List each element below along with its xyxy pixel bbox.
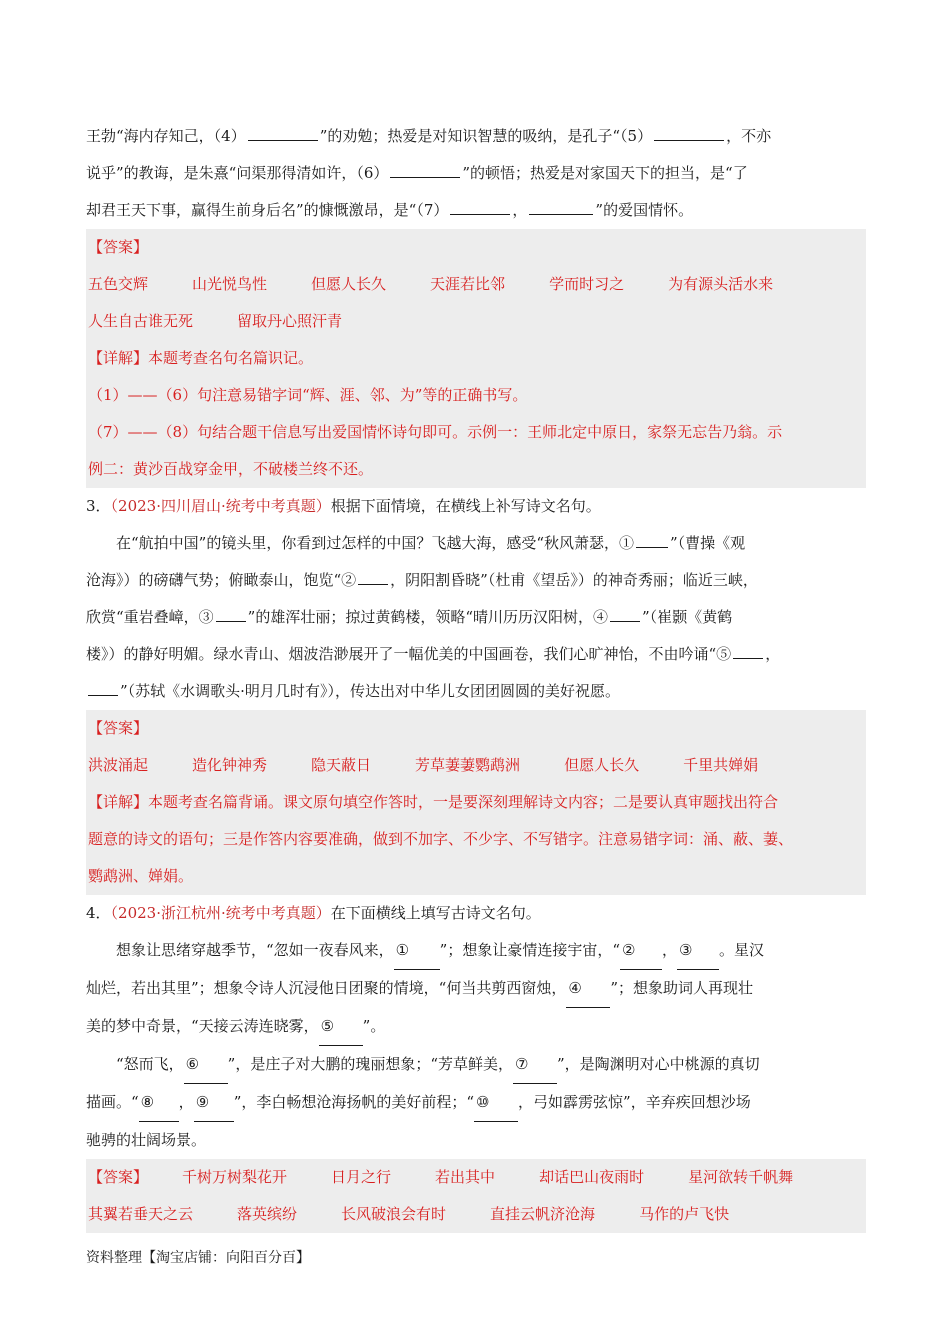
q4-answer-box xyxy=(86,1159,866,1233)
numbered-blank: ⑩ xyxy=(474,1084,518,1122)
answer-blank xyxy=(610,605,640,622)
detail-line: （1）——（6）句注意易错字词“辉、涯、邻、为”等的正确书写。 xyxy=(88,386,528,404)
answer-item: 其翼若垂天之云 xyxy=(88,1205,194,1223)
answer-blank xyxy=(390,161,460,178)
text: 灿烂，若出其里”；想象令诗人沉浸他日团聚的情境，“何当共剪西窗烛， xyxy=(86,979,567,997)
q3-line xyxy=(86,562,866,599)
numbered-blank: ① xyxy=(394,932,440,970)
text: 说乎”的教诲，是朱熹“问渠那得清如许，（6） xyxy=(86,164,389,182)
detail-label: 【详解】 xyxy=(88,349,149,367)
answer-blank xyxy=(529,198,593,215)
q3-line xyxy=(86,673,866,710)
answer-item: 但愿人长久 xyxy=(564,756,640,774)
q4-heading xyxy=(86,895,866,932)
q3-heading xyxy=(86,488,866,525)
numbered-blank: ⑥ xyxy=(184,1046,228,1084)
answer-item: 长风破浪会有时 xyxy=(341,1205,447,1223)
text: ”的雄浑壮丽；掠过黄鹤楼，领略“晴川历历汉阳树，④ xyxy=(247,608,609,626)
text: ”的劝勉；热爱是对知识智慧的吸纳，是孔子“（5） xyxy=(319,127,653,145)
answer-item: 造化钟神秀 xyxy=(192,756,268,774)
detail-line: （7）——（8）句结合题干信息写出爱国情怀诗句即可。示例一：王师北定中原日，家祭无忘告乃翁。示 xyxy=(88,423,783,441)
answer-item: 芳草萋萋鹦鹉洲 xyxy=(415,756,521,774)
q4-line xyxy=(86,1008,866,1046)
answer-item: 学而时习之 xyxy=(549,275,625,293)
answer-blank xyxy=(358,568,388,585)
numbered-blank: ⑦ xyxy=(513,1046,557,1084)
detail-line: 例二：黄沙百战穿金甲，不破楼兰终不还。 xyxy=(88,460,374,478)
detail-label: 【详解】 xyxy=(88,793,149,811)
question-source: （2023·四川眉山·统考中考真题） xyxy=(110,497,331,515)
text: ， xyxy=(765,645,781,663)
answer-item: 星河欲转千帆舞 xyxy=(688,1168,794,1186)
text: ， xyxy=(512,201,528,219)
text: 欣赏“重岩叠嶂，③ xyxy=(86,608,214,626)
answer-item: 但愿人长久 xyxy=(311,275,387,293)
detail-line xyxy=(88,784,866,821)
text: ，不亦 xyxy=(726,127,772,145)
answer-row xyxy=(88,1159,866,1196)
q4-line xyxy=(86,1046,866,1084)
numbered-blank: ③ xyxy=(677,932,719,970)
text: ，阴阳割昏晓”（杜甫《望岳》）的神奇秀丽；临近三峡， xyxy=(390,571,758,589)
q3-line xyxy=(86,599,866,636)
answer-row xyxy=(88,303,866,340)
answer-item: 为有源头活水来 xyxy=(668,275,774,293)
q3-answer-box xyxy=(86,710,866,895)
q2-line-3 xyxy=(86,192,866,229)
text: ”；想象让豪情连接宇宙，“ xyxy=(439,941,621,959)
answer-label: 【答案】 xyxy=(88,238,149,256)
numbered-blank: ⑧ xyxy=(139,1084,179,1122)
q4-line xyxy=(86,932,866,970)
text: 在“航拍中国”的镜头里，你看到过怎样的中国？飞越大海，感受“秋风萧瑟，① xyxy=(116,534,635,552)
text: ，弓如霹雳弦惊”，辛弃疾回想沙场 xyxy=(518,1093,751,1111)
numbered-blank: ② xyxy=(620,932,662,970)
answer-item: 马作的卢飞快 xyxy=(639,1205,730,1223)
answer-item: 人生自古谁无死 xyxy=(88,312,194,330)
text: 楼》）的静好明媚。绿水青山、烟波浩渺展开了一幅优美的中国画卷，我们心旷神怡，不由吟诵“⑤ xyxy=(86,645,732,663)
q4-line: 驰骋的壮阔场景。 xyxy=(86,1131,207,1149)
q2-line-1 xyxy=(86,118,866,155)
answer-item: 直挂云帆济沧海 xyxy=(490,1205,596,1223)
text: ”。 xyxy=(362,1017,386,1035)
answer-row xyxy=(88,747,866,784)
text: 。星汉 xyxy=(719,941,765,959)
q2-answer-box xyxy=(86,229,866,488)
detail-line xyxy=(88,340,866,377)
question-number: 3． xyxy=(86,497,111,515)
q4-line xyxy=(86,1084,866,1122)
answer-label: 【答案】 xyxy=(88,1168,149,1186)
answer-blank xyxy=(248,124,318,141)
answer-item: 若出其中 xyxy=(435,1168,496,1186)
answer-item: 留取丹心照汗青 xyxy=(237,312,343,330)
answer-label: 【答案】 xyxy=(88,719,149,737)
answer-item: 山光悦鸟性 xyxy=(192,275,268,293)
text: 却君王天下事，赢得生前身后名”的慷慨激昂，是“（7） xyxy=(86,201,449,219)
text: 王勃“海内存知己，（4） xyxy=(86,127,246,145)
text: ”（崔颢《黄鹤 xyxy=(642,608,733,626)
question-stem: 根据下面情境，在横线上补写诗文名句。 xyxy=(330,497,601,515)
text: ”的爱国情怀。 xyxy=(595,201,694,219)
answer-item: 却话巴山夜雨时 xyxy=(539,1168,645,1186)
numbered-blank: ⑨ xyxy=(194,1084,234,1122)
page-footer: 资料整理【淘宝店铺：向阳百分百】 xyxy=(86,1250,310,1266)
detail-text: 本题考查名篇背诵。课文原句填空作答时，一是要深刻理解诗文内容；二是要认真审题找出符合 xyxy=(148,793,779,811)
answer-item: 五色交辉 xyxy=(88,275,149,293)
answer-item: 千树万树梨花开 xyxy=(182,1168,288,1186)
question-number: 4． xyxy=(86,904,111,922)
text: ”；想象助词人再现壮 xyxy=(610,979,754,997)
question-stem: 在下面横线上填写古诗文名句。 xyxy=(330,904,541,922)
q4-line xyxy=(86,970,866,1008)
answer-row xyxy=(88,1196,866,1233)
answer-blank xyxy=(636,531,668,548)
text: 美的梦中奇景，“天接云涛连晓雾， xyxy=(86,1017,319,1035)
detail-line: 鹦鹉洲、婵娟。 xyxy=(88,867,194,885)
answer-row xyxy=(88,266,866,303)
text: 想象让思绪穿越季节，“忽如一夜春风来， xyxy=(116,941,394,959)
text: 沧海》）的磅礴气势；俯瞰泰山，饱览“② xyxy=(86,571,357,589)
detail-line: 题意的诗文的语句；三是作答内容要准确，做到不加字、不少字、不写错字。注意易错字词：涌、蔽、萋、 xyxy=(88,830,794,848)
detail-text: 本题考查名句名篇识记。 xyxy=(148,349,314,367)
answer-item: 洪波涌起 xyxy=(88,756,149,774)
answer-item: 天涯若比邻 xyxy=(430,275,506,293)
text: ”（苏轼《水调歌头·明月几时有》），传达出对中华儿女团团圆圆的美好祝愿。 xyxy=(120,682,620,700)
answer-blank xyxy=(450,198,510,215)
text: “怒而飞， xyxy=(116,1055,184,1073)
numbered-blank: ④ xyxy=(566,970,610,1008)
answer-blank xyxy=(216,605,246,622)
document-body xyxy=(86,118,866,1233)
text: ”的顿悟；热爱是对家国天下的担当，是“了 xyxy=(462,164,748,182)
text: ， xyxy=(662,941,678,959)
answer-item: 日月之行 xyxy=(331,1168,392,1186)
q3-line xyxy=(86,525,866,562)
answer-blank xyxy=(654,124,724,141)
text: ”，是陶渊明对心中桃源的真切 xyxy=(557,1055,760,1073)
text: 描画。“ xyxy=(86,1093,139,1111)
answer-item: 千里共婵娟 xyxy=(683,756,759,774)
text: ”，是庄子对大鹏的瑰丽想象；“芳草鲜美， xyxy=(227,1055,514,1073)
answer-item: 隐天蔽日 xyxy=(311,756,372,774)
text: ， xyxy=(178,1093,194,1111)
q2-line-2 xyxy=(86,155,866,192)
answer-item: 落英缤纷 xyxy=(237,1205,298,1223)
text: ”，李白畅想沧海扬帆的美好前程；“ xyxy=(233,1093,475,1111)
q3-line xyxy=(86,636,866,673)
question-source: （2023·浙江杭州·统考中考真题） xyxy=(110,904,331,922)
numbered-blank: ⑤ xyxy=(319,1008,363,1046)
text: ”（曹操《观 xyxy=(670,534,746,552)
answer-blank xyxy=(733,642,763,659)
answer-blank xyxy=(88,679,118,696)
